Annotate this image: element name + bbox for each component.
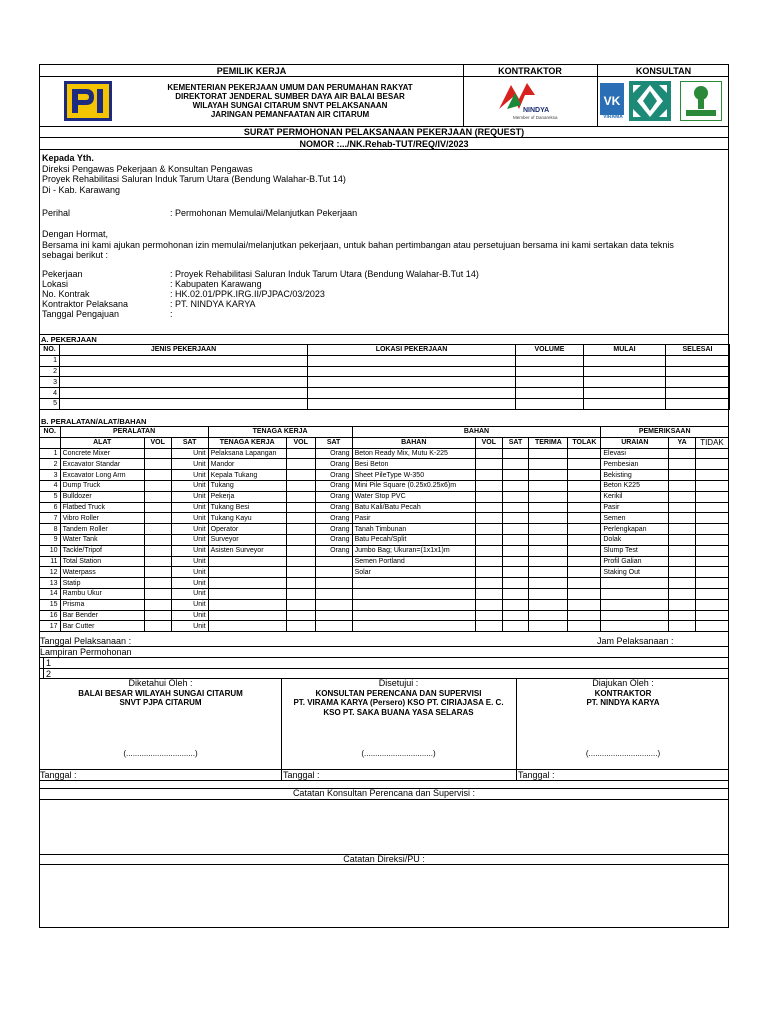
cell-tsat [315,567,352,578]
field-value: : Proyek Rehabilitasi Saluran Induk Tarum Utara (Bendung Walahar-B.Tut 14) [170,269,479,279]
cell-alat: Prisma [60,599,144,610]
cell-uraian [601,610,669,621]
cell-uraian: Kerikil [601,491,669,502]
owner-label: PEMILIK KERJA [216,66,287,76]
sign-role: Disetujui : [378,678,419,688]
row-no: 2 [40,366,60,377]
col-no: NO. [40,427,61,438]
sign-org: PT. VIRAMA KARYA (Persero) KSO PT. CIRIAJASA E. C. [293,698,504,707]
cell-alat: Rambu Ukur [60,588,144,599]
table-row [40,377,730,388]
cell-sat: Unit [171,621,208,632]
row-no: 7 [40,513,61,524]
cell-alat: Dump Truck [60,480,144,491]
field-labels [42,269,128,319]
body-line: sebagai berikut : [42,250,109,260]
sign-block-owner [40,679,281,708]
row-no: 13 [40,578,61,589]
cell-sat: Unit [171,545,208,556]
cell-tk: Mandor [208,459,286,470]
attachment-row: 1 [46,658,52,668]
cell-bahan: Solar [352,567,475,578]
cell-uraian: Slump Test [601,545,669,556]
cell-tsat: Orang [315,502,352,513]
cell-sat: Unit [171,491,208,502]
cell-tsat: Orang [315,491,352,502]
cell-uraian [601,578,669,589]
col-vol: VOL [475,437,502,448]
cell-tk [208,621,286,632]
col-tool: ALAT [60,437,144,448]
cell-tk: Surveyor [208,534,286,545]
cell-sat: Unit [171,578,208,589]
work-table [39,344,730,410]
cell-tk [208,599,286,610]
cell-tk [208,567,286,578]
cell-tsat: Orang [315,448,352,459]
row-no: 17 [40,621,61,632]
cell-tsat: Orang [315,459,352,470]
row-no: 9 [40,534,61,545]
row-no: 1 [40,448,61,459]
consultant-label: KONSULTAN [635,66,692,76]
sign-org: BALAI BESAR WILAYAH SUNGAI CITARUM [78,688,243,698]
table-row [40,355,730,366]
cell-tk: Tukang [208,480,286,491]
col-end: SELESAI [666,345,730,356]
cell-sat: Unit [171,610,208,621]
signature-blank[interactable]: (...............................) [585,749,661,758]
recipient-label: Kepada Yth. [42,153,94,163]
cell-sat: Unit [171,448,208,459]
col-sat: SAT [502,437,529,448]
row-no: 11 [40,556,61,567]
row-no: 3 [40,470,61,481]
cell-sat: Unit [171,502,208,513]
table-row [40,366,730,377]
ministry-name [120,83,460,119]
cell-tsat: Orang [315,470,352,481]
row-no: 15 [40,599,61,610]
subject-label: Perihal [42,208,71,218]
cell-tsat: Orang [315,513,352,524]
row-no: 1 [40,355,60,366]
sign-org: PT. NINDYA KARYA [586,698,660,707]
row-no: 3 [40,377,60,388]
table-row [40,599,729,610]
cell-alat: Water Tank [60,534,144,545]
row-no: 16 [40,610,61,621]
field-value: : PT. NINDYA KARYA [170,299,256,309]
table-row [40,588,729,599]
ciriajasa-logo [629,81,671,121]
sign-org: KSO PT. SAKA BUANA YASA SELARAS [323,707,474,717]
cell-tsat: Orang [315,534,352,545]
cell-tk [208,556,286,567]
cell-uraian [601,621,669,632]
table-row [40,578,729,589]
cell-uraian: Pembesian [601,459,669,470]
virama-logo [600,83,624,123]
cell-sat: Unit [171,567,208,578]
cell-uraian [601,599,669,610]
recipient-line: Proyek Rehabilitasi Saluran Induk Tarum Utara (Bendung Walahar-B.Tut 14) [42,174,346,184]
table-row [40,545,729,556]
col-location: LOKASI PEKERJAAN [308,345,516,356]
cell-sat: Unit [171,556,208,567]
sign-block-contractor [516,679,730,708]
subject-value: : Permohonan Memulai/Melanjutkan Pekerjaan [170,208,358,218]
section-a-title: A. PEKERJAAN [41,335,97,344]
execution-date-label: Tanggal Pelaksanaan : [40,636,132,646]
row-no: 2 [40,459,61,470]
table-row [40,621,729,632]
col-vol: VOL [286,437,315,448]
cell-alat: Excavator Long Arm [60,470,144,481]
nindya-sub: Member of Danareksa [513,115,558,120]
sign-org: KONTRAKTOR [594,688,652,698]
resource-table [39,426,729,632]
field-label: Pekerjaan [42,269,83,279]
cell-bahan [352,621,475,632]
table-row [40,480,729,491]
sign-block-consultant [281,679,516,717]
cell-tk [208,578,286,589]
direction-notes-label: Catatan Direksi/PU : [343,854,425,864]
field-label: No. Kontrak [42,289,90,299]
ministry-line: KEMENTERIAN PEKERJAAN UMUM DAN PERUMAHAN RAKYAT [167,83,413,92]
cell-tsat [315,610,352,621]
execution-time-label: Jam Pelaksanaan : [597,636,674,646]
cell-sat: Unit [171,480,208,491]
table-row [40,556,729,567]
cell-tsat: Orang [315,480,352,491]
cell-bahan: Water Stop PVC [352,491,475,502]
col-reject: TOLAK [568,437,601,448]
cell-sat: Unit [171,588,208,599]
field-label: Tanggal Pengajuan [42,309,120,319]
row-no: 14 [40,588,61,599]
consultant-notes-label: Catatan Konsultan Perencana dan Supervisi : [292,788,476,798]
field-label: Lokasi [42,279,69,289]
virama-name: VIRAMA [603,114,623,120]
cell-tk: Asisten Surveyor [208,545,286,556]
date-label: Tanggal : [40,770,77,780]
col-volume: VOLUME [516,345,584,356]
field-label: Kontraktor Pelaksana [42,299,129,309]
table-row [40,388,730,399]
col-sat: SAT [171,437,208,448]
cell-tsat [315,621,352,632]
attachment-row: 2 [46,669,52,679]
cell-tsat: Orang [315,524,352,535]
signature-blank[interactable]: (...............................) [123,749,198,758]
group-labor: TENAGA KERJA [208,427,352,438]
cell-tk: Tukang Besi [208,502,286,513]
cell-sat: Unit [171,534,208,545]
field-values [170,269,479,319]
table-row [40,491,729,502]
cell-tsat [315,578,352,589]
row-no: 5 [40,398,60,409]
cell-alat: Flatbed Truck [60,502,144,513]
cell-uraian: Semen [601,513,669,524]
row-no: 5 [40,491,61,502]
form-number: NOMOR :.../NK.Rehab-TUT/REQ/IV/2023 [299,139,469,149]
table-row [40,567,729,578]
col-vol: VOL [144,437,171,448]
date-label: Tanggal : [283,770,320,780]
cell-uraian: Pasir [601,502,669,513]
contractor-label: KONTRAKTOR [498,66,562,76]
cell-tsat [315,599,352,610]
letter-paragraph [42,229,726,261]
col-job: JENIS PEKERJAAN [60,345,308,356]
col-no: NO. [40,345,60,356]
saka-buana-logo [680,81,722,121]
signature-blank[interactable]: (...............................) [361,749,436,758]
field-value: : [170,309,173,319]
cell-alat: Excavator Standar [60,459,144,470]
field-value: : Kabupaten Karawang [170,279,262,289]
cell-alat: Bar Bender [60,610,144,621]
cell-alat: Total Station [60,556,144,567]
cell-uraian: Beton K225 [601,480,669,491]
cell-bahan: Semen Portland [352,556,475,567]
ministry-line: JARINGAN PEMANFAATAN AIR CITARUM [210,110,370,119]
sign-org: SNVT PJPA CITARUM [119,698,202,707]
col-start: MULAI [584,345,666,356]
cell-sat: Unit [171,459,208,470]
col-material: BAHAN [352,437,475,448]
cell-alat: Tandem Roller [60,524,144,535]
cell-bahan [352,578,475,589]
cell-alat: Tackle/Tripof [60,545,144,556]
row-no: 10 [40,545,61,556]
table-row [40,470,729,481]
cell-uraian: Dolak [601,534,669,545]
cell-tk [208,588,286,599]
group-material: BAHAN [352,427,601,438]
cell-bahan [352,610,475,621]
row-no: 12 [40,567,61,578]
table-row [40,513,729,524]
cell-bahan: Batu Kali/Batu Pecah [352,502,475,513]
col-description: URAIAN [601,437,669,448]
table-row [40,448,729,459]
table-row [40,502,729,513]
row-no: 8 [40,524,61,535]
ministry-line: WILAYAH SUNGAI CITARUM SNVT PELAKSANAAN [192,101,388,110]
cell-tk: Pelaksana Lapangan [208,448,286,459]
ministry-line: DIREKTORAT JENDERAL SUMBER DAYA AIR BALAI BESAR [175,92,405,101]
cell-bahan: Tanah Timbunan [352,524,475,535]
cell-tsat [315,588,352,599]
cell-alat: Bulldozer [60,491,144,502]
cell-sat: Unit [171,513,208,524]
table-row [40,524,729,535]
cell-alat: Statip [60,578,144,589]
cell-tsat [315,556,352,567]
cell-uraian: Profil Galian [601,556,669,567]
table-row [40,534,729,545]
cell-alat: Concrete Mixer [60,448,144,459]
row-no: 4 [40,480,61,491]
cell-bahan: Pasir [352,513,475,524]
table-row [40,610,729,621]
table-row [40,398,730,409]
cell-tk: Operator [208,524,286,535]
cell-alat: Vibro Roller [60,513,144,524]
cell-tk: Tukang Kayu [208,513,286,524]
col-labor: TENAGA KERJA [208,437,286,448]
row-no: 6 [40,502,61,513]
sign-role: Diajukan Oleh : [592,678,654,688]
cell-uraian: Staking Out [601,567,669,578]
cell-uraian [601,588,669,599]
body-line: Bersama ini kami ajukan permohonan izin memulai/melanjutkan pekerjaan, untuk bahan pertimbangan atau persetujuan bersama ini kami sertakan data teknis [42,239,674,250]
recipient-line: Direksi Pengawas Pekerjaan & Konsultan Pengawas [42,163,253,174]
attachment-label: Lampiran Permohonan [40,647,132,657]
svg-text:VK: VK [603,94,621,108]
table-row [40,459,729,470]
cell-bahan: Jumbo Bag; Ukuran=(1x1x1)m [352,545,475,556]
section-b-title: B. PERALATAN/ALAT/BAHAN [41,417,147,426]
nindya-name: NINDYA [523,107,550,114]
sign-role: Diketahui Oleh : [128,678,193,688]
recipient-line: Di - Kab. Karawang [42,184,121,195]
row-no: 4 [40,388,60,399]
cell-uraian: Elevasi [601,448,669,459]
cell-alat: Waterpass [60,567,144,578]
letter-body [42,153,726,195]
col-no-check: TIDAK [695,437,728,448]
sign-org: KONSULTAN PERENCANA DAN SUPERVISI [315,688,482,698]
cell-uraian: Bekisting [601,470,669,481]
cell-alat: Bar Cutter [60,621,144,632]
cell-tk [208,610,286,621]
cell-bahan: Besi Beton [352,459,475,470]
cell-sat: Unit [171,470,208,481]
cell-sat: Unit [171,599,208,610]
group-equipment: PERALATAN [60,427,208,438]
cell-bahan: Batu Pecah/Split [352,534,475,545]
pu-logo [64,81,112,121]
col-sat: SAT [315,437,352,448]
request-form [39,64,729,928]
cell-bahan: Sheet PileType W-350 [352,470,475,481]
group-inspection: PEMERIKSAAN [601,427,729,438]
cell-tsat: Orang [315,545,352,556]
col-yes: YA [669,437,696,448]
form-title: SURAT PERMOHONAN PELAKSANAAN PEKERJAAN (REQUEST) [243,127,525,137]
field-value: : HK.02.01/PPK.IRG.II/PJPAC/03/2023 [170,289,325,299]
cell-bahan [352,599,475,610]
cell-bahan: Beton Ready Mix, Mutu K-225 [352,448,475,459]
cell-sat: Unit [171,524,208,535]
col-accept: TERIMA [529,437,568,448]
cell-bahan: Mini Pile Square (0.25x0.25x6)m [352,480,475,491]
date-label: Tanggal : [518,770,555,780]
cell-bahan [352,588,475,599]
cell-uraian: Perlengkapan [601,524,669,535]
cell-tk: Pekerja [208,491,286,502]
nindya-logo [497,81,567,123]
cell-tk: Kepala Tukang [208,470,286,481]
greeting: Dengan Hormat, [42,229,109,239]
